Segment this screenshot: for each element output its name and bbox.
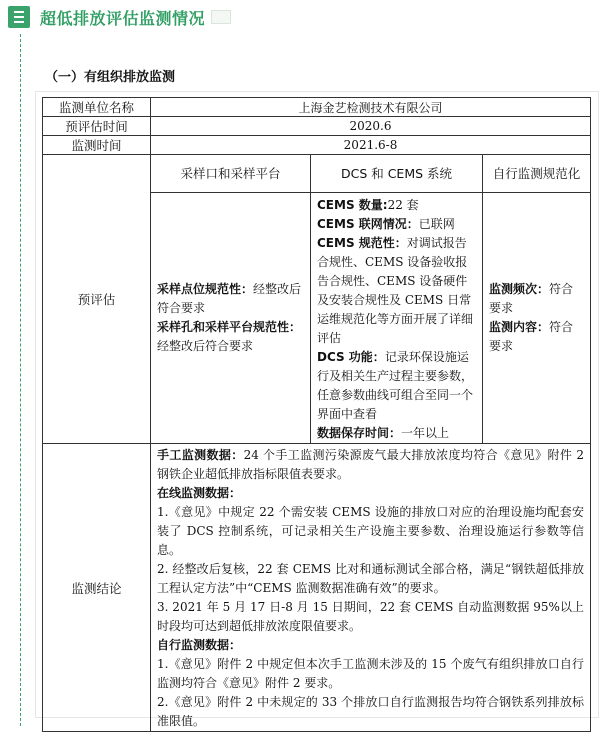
manual-text: 24 个手工监测污染源废气最大排放浓度均符合《意见》附件 2 钢铁企业超低排放指标限值表要求。 bbox=[157, 448, 585, 481]
sampling-key-2: 采样孔和采样平台规范性： bbox=[157, 320, 302, 334]
col-header-dcs: DCS 和 CEMS 系统 bbox=[311, 155, 483, 193]
dcs-key-5: 数据保存时间： bbox=[317, 426, 402, 440]
self-key-2: 监测内容： bbox=[489, 320, 550, 334]
header-decoration bbox=[211, 10, 231, 24]
conclusion-cell bbox=[151, 444, 591, 732]
dcs-value-5: 一年以上 bbox=[401, 426, 450, 440]
pre-time-value: 2020.6 bbox=[151, 117, 591, 136]
self-item-1: 1.《意见》附件 2 中规定但本次手工监测未涉及的 15 个废气有组织排放口自行监测均符合《意见》附件 2 要求。 bbox=[157, 657, 585, 690]
dcs-key-3: CEMS 规范性： bbox=[317, 236, 407, 250]
dcs-cell bbox=[311, 193, 483, 444]
dcs-value-2: 已联网 bbox=[418, 217, 455, 231]
table-row bbox=[43, 98, 591, 117]
unit-label: 监测单位名称 bbox=[43, 98, 151, 117]
sampling-value-1: 经整改后符合要求 bbox=[157, 282, 302, 315]
monitoring-table bbox=[42, 97, 591, 732]
table-row bbox=[43, 136, 591, 155]
dcs-key-2: CEMS 联网情况： bbox=[317, 217, 419, 231]
self-key-1: 监测频次： bbox=[489, 282, 550, 296]
dcs-value-3: 对调试报告合规性、CEMS 设备验收报告合规性、CEMS 设备硬件及安装合规性及 CEMS 日常运维规范化等方面开展了详细评估 bbox=[317, 236, 474, 345]
conclusion-label: 监测结论 bbox=[43, 444, 151, 732]
dcs-key-1: CEMS 数量: bbox=[317, 198, 388, 212]
section-guide-line bbox=[20, 34, 22, 726]
monitor-time-value: 2021.6-8 bbox=[151, 136, 591, 155]
section-header bbox=[8, 6, 231, 28]
table-row bbox=[43, 117, 591, 136]
unit-value: 上海金艺检测技术有限公司 bbox=[151, 98, 591, 117]
subsection-title: （一）有组织排放监测 bbox=[45, 70, 176, 85]
online-item-3: 3. 2021 年 5 月 17 日-8 月 15 日期间，22 套 CEMS 自动监测数据 95%以上时段均可达到超低排放浓度限值要求。 bbox=[157, 600, 585, 633]
pre-eval-label: 预评估 bbox=[43, 155, 151, 444]
sampling-cell bbox=[151, 193, 311, 444]
monitor-time-label: 监测时间 bbox=[43, 136, 151, 155]
self-item-2: 2.《意见》附件 2 中未规定的 33 个排放口自行监测报告均符合钢铁系列排放标准限值。 bbox=[157, 695, 585, 728]
self-head: 自行监测数据： bbox=[157, 638, 242, 652]
section-title: 超低排放评估监测情况 bbox=[40, 8, 206, 28]
self-value-1: 符合要求 bbox=[489, 282, 574, 315]
sampling-key-1: 采样点位规范性： bbox=[157, 282, 254, 296]
table-row bbox=[43, 444, 591, 732]
col-header-sampling: 采样口和采样平台 bbox=[151, 155, 311, 193]
table-row bbox=[43, 155, 591, 193]
manual-head: 手工监测数据： bbox=[157, 448, 244, 462]
online-item-2: 2. 经整改后复核，22 套 CEMS 比对和通标测试全部合格，满足“钢铁超低排放工程认定方法”中“CEMS 监测数据准确有效”的要求。 bbox=[157, 562, 585, 595]
self-value-2: 符合要求 bbox=[489, 320, 574, 353]
self-monitor-cell bbox=[483, 193, 591, 444]
sampling-value-2: 经整改后符合要求 bbox=[157, 339, 254, 353]
pre-time-label: 预评估时间 bbox=[43, 117, 151, 136]
dcs-key-4: DCS 功能： bbox=[317, 350, 385, 364]
dcs-value-1: 22 套 bbox=[387, 198, 419, 212]
list-icon bbox=[8, 6, 30, 28]
online-item-1: 1.《意见》中规定 22 个需安装 CEMS 设施的排放口对应的治理设施均配套安装了 DCS 控制系统，可记录相关生产设施主要参数、治理设施运行参数等信息。 bbox=[157, 505, 585, 557]
col-header-self-monitor: 自行监测规范化 bbox=[483, 155, 591, 193]
online-head: 在线监测数据： bbox=[157, 486, 242, 500]
dcs-value-4: 记录环保设施运行及相关生产过程主要参数，任意参数曲线可组合至同一个界面中查看 bbox=[317, 350, 474, 421]
